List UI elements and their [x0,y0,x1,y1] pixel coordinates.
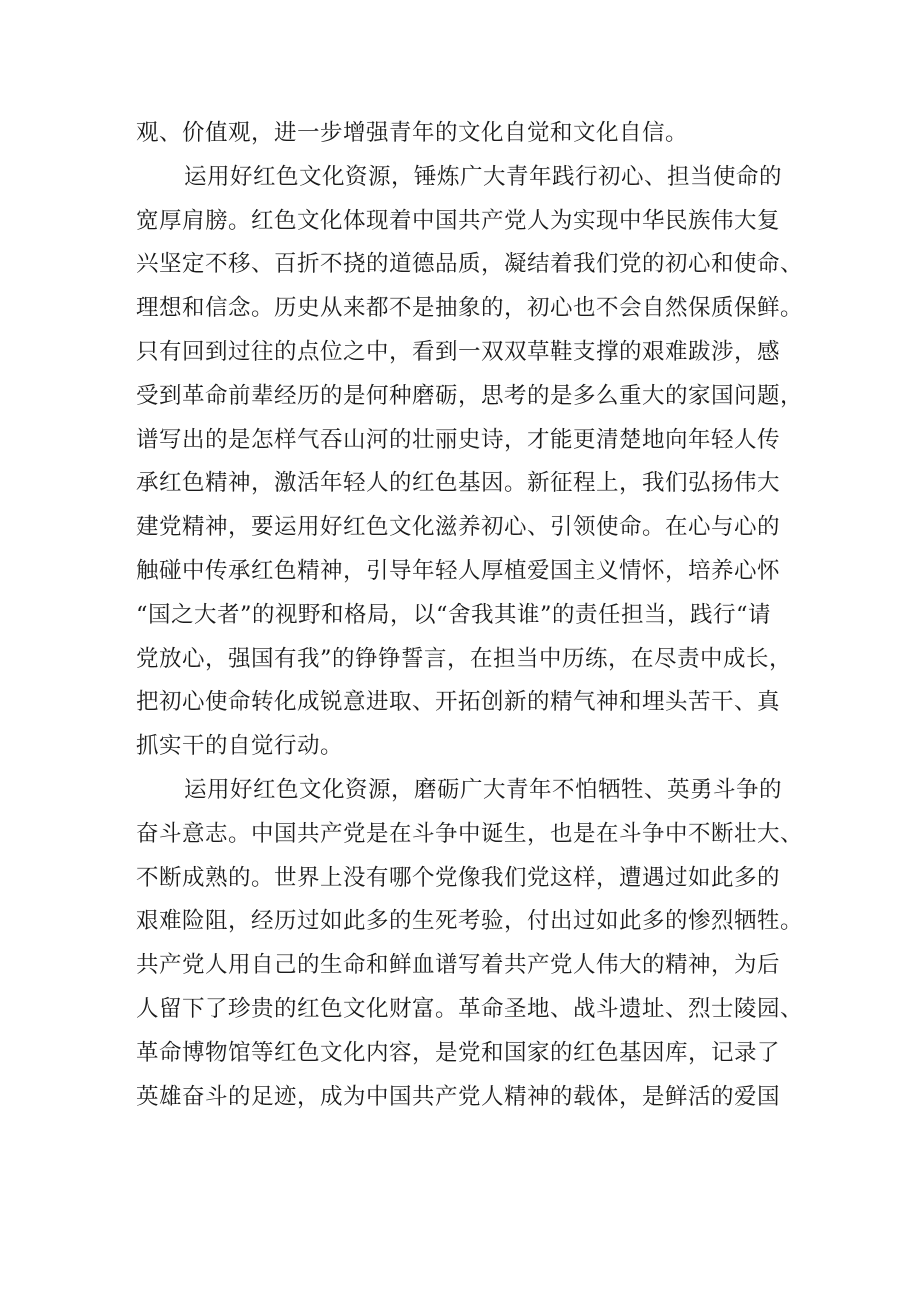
text-line-8: 承红色精神，激活年轻人的红色基因。新征程上，我们弘扬伟大 [136,470,781,497]
text-line-3: 兴坚定不移、百折不挠的道德品质，凝结着我们党的初心和使命、 [136,251,804,278]
text-line-19: 共产党人用自己的生命和鲜血谱写着共产党人伟大的精神，为后 [136,952,781,979]
text-line-18: 艰难险阻，经历过如此多的生死考验，付出过如此多的惨烈牺牲。 [136,908,804,935]
text-line-9: 建党精神，要运用好红色文化滋养初心、引领使命。在心与心的 [136,514,781,541]
text-line-7: 谱写出的是怎样气吞山河的壮丽史诗，才能更清楚地向年轻人传 [136,426,781,453]
text-line-15: 运用好红色文化资源，磨砺广大青年不怕牺牲、英勇斗争的 [184,776,783,803]
text-line-12: 党放心，强国有我”的铮铮誓言，在担当中历练，在尽责中成长， [136,645,793,672]
text-line-21: 革命博物馆等红色文化内容，是党和国家的红色基因库，记录了 [136,1039,781,1066]
text-line-4: 理想和信念。历史从来都不是抽象的，初心也不会自然保质保鲜。 [136,295,804,322]
text-line-5: 只有回到过往的点位之中，看到一双双草鞋支撑的艰难跋涉，感 [136,338,781,365]
text-line-1: 运用好红色文化资源，锤炼广大青年践行初心、担当使命的 [184,163,783,190]
text-line-22: 英雄奋斗的足迹，成为中国共产党人精神的载体，是鲜活的爱国 [136,1083,781,1110]
text-line-20: 人留下了珍贵的红色文化财富。革命圣地、战斗遗址、烈士陵园、 [136,995,804,1022]
text-line-6: 受到革命前辈经历的是何种磨砺，思考的是多么重大的家国问题， [136,382,804,409]
text-line-11: “国之大者”的视野和格局，以“舍我其谁”的责任担当，践行“请 [136,601,772,628]
text-line-10: 触碰中传承红色精神，引导年轻人厚植爱国主义情怀，培养心怀 [136,557,781,584]
text-line-16: 奋斗意志。中国共产党是在斗争中诞生，也是在斗争中不断壮大、 [136,820,804,847]
text-line-13: 把初心使命转化成锐意进取、开拓创新的精气神和埋头苦干、真 [136,689,781,716]
text-line-14: 抓实干的自觉行动。 [136,733,344,760]
text-line-17: 不断成熟的。世界上没有哪个党像我们党这样，遭遇过如此多的 [136,864,781,891]
text-line-0: 观、价值观，进一步增强青年的文化自觉和文化自信。 [136,120,689,146]
body-text [136,112,804,1119]
text-line-2: 宽厚肩膀。红色文化体现着中国共产党人为实现中华民族伟大复 [136,207,781,234]
